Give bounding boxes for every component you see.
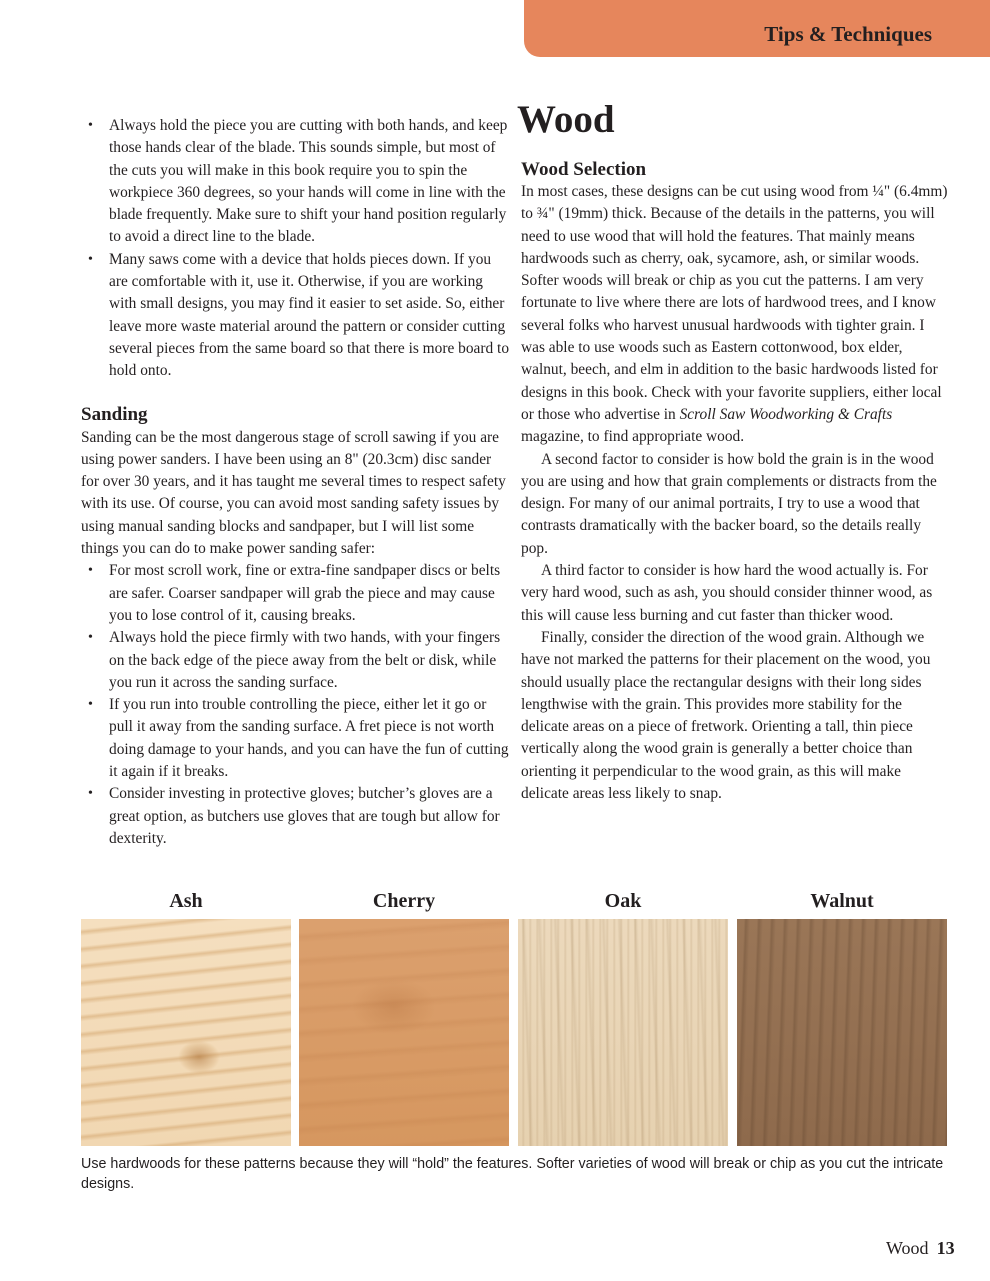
safety-list <box>81 115 509 383</box>
figure-caption: Use hardwoods for these patterns because they will “hold” the features. Softer varieties of wood will break or chip as you cut the intricate designs. <box>81 1156 944 1192</box>
paragraph-text: In most cases, these designs can be cut using wood from ¼" (6.4mm) to ¾" (19mm) thick. Because of the details in the patterns, you will need to use wood that will hold the features. That mainly means hardwoods such as cherry, oak, sycamore, ash, or similar woods. Softer woods will break or chip as you cut the patterns. I am very fortunate to live where there are lots of hardwood trees, and I know several folks who harvest unusual hardwoods with tighter grain. I was able to use woods such as Eastern cottonwood, box elder, walnut, beech, and elm in addition to the basic hardwoods listed for designs in this book. Check with your favorite suppliers, either local or those who advertise in <box>521 183 948 423</box>
page-title: Wood <box>517 98 615 141</box>
list-item: • Always hold the piece firmly with two hands, with your fingers on the back edge of the piece away from the belt or disk, while you run it across the sanding surface. <box>81 627 509 694</box>
section-tab-label: Tips & Techniques <box>764 22 932 46</box>
ash-wood-swatch <box>81 919 291 1146</box>
footer-section: Wood <box>886 1238 929 1258</box>
list-item: • If you run into trouble controlling the piece, either let it go or pull it away from the sanding surface. A fret piece is not worth doing damage to your hands, and you can have the fun of cutting it again if it breaks. <box>81 694 509 783</box>
wood-paragraph-4: Finally, consider the direction of the wood grain. Although we have not marked the patterns for their placement on the wood, you should usually place the rectangular designs with their long sides lengthwise with the grain. This provides more stability for the delicate areas on a piece of fretwork. Orienting a tall, thin piece vertically along the wood grain is generally a better choice than orienting it perpendicular to the wood grain, as this will make delicate areas less likely to snap. <box>521 628 931 803</box>
page-number: 13 <box>936 1238 955 1258</box>
sanding-list <box>81 560 509 850</box>
walnut-wood-swatch <box>737 919 947 1146</box>
wood-paragraph-2: A second factor to consider is how bold the grain is in the wood you are using and how that grain complements or distracts from the design. For many of our animal portraits, I try to use a wood that contrasts dramatically with the backer board, so the details really pop. <box>521 450 937 557</box>
oak-wood-swatch <box>518 919 728 1146</box>
sanding-heading: Sanding <box>81 403 148 425</box>
wood-paragraph-3: A third factor to consider is how hard the wood actually is. For very hard wood, such as ash, you should consider thinner wood, as this will cause less burning and cut faster than thicker wood. <box>521 562 933 624</box>
swatch-label-oak: Oak <box>604 890 642 912</box>
wood-selection-heading: Wood Selection <box>521 159 647 180</box>
list-item: • For most scroll work, fine or extra-fine sandpaper discs or belts are safer. Coarser sandpaper will grab the piece and may cause you to lose control of it, causing breaks. <box>81 560 509 627</box>
magazine-title: Scroll Saw Woodworking & Crafts <box>679 405 893 423</box>
list-item: • Consider investing in protective gloves; butcher’s gloves are a great option, as butchers use gloves that are tough but allow for dexterity. <box>81 783 509 850</box>
swatch-label-cherry: Cherry <box>372 890 436 912</box>
cherry-wood-swatch <box>299 919 509 1146</box>
sanding-paragraph: Sanding can be the most dangerous stage of scroll sawing if you are using power sanders. I have been using an 8" (20.3cm) disc sander for over 30 years, and it has taught me several times to respect safety with its use. Of course, you can avoid most sanding safety issues by using manual sanding blocks and sandpaper, but I will list some things you can do to make power sanding safer: <box>81 428 506 558</box>
swatch-label-walnut: Walnut <box>810 890 874 912</box>
swatch-label-ash: Ash <box>169 890 203 912</box>
wood-paragraph-1 <box>521 181 949 449</box>
list-item: • Always hold the piece you are cutting with both hands, and keep those hands clear of the blade. This sounds simple, but most of the cuts you will make in this book require you to spin the workpiece 360 degrees, so your hands will come in line with the blade frequently. Make sure to shift your hand position regularly to avoid a direct line to the blade. <box>81 115 509 249</box>
list-item: • Many saws come with a device that holds pieces down. If you are comfortable with it, use it. Otherwise, if you are working with small designs, you may find it easier to set aside. So, either leave more waste material around the pattern or consider cutting several pieces from the same board so that there is more board to hold onto. <box>81 249 509 383</box>
left-column <box>81 115 509 850</box>
paragraph-text: magazine, to find appropriate wood. <box>521 428 745 446</box>
page-footer <box>886 1238 955 1259</box>
right-column <box>521 181 949 805</box>
section-tab <box>524 0 990 57</box>
